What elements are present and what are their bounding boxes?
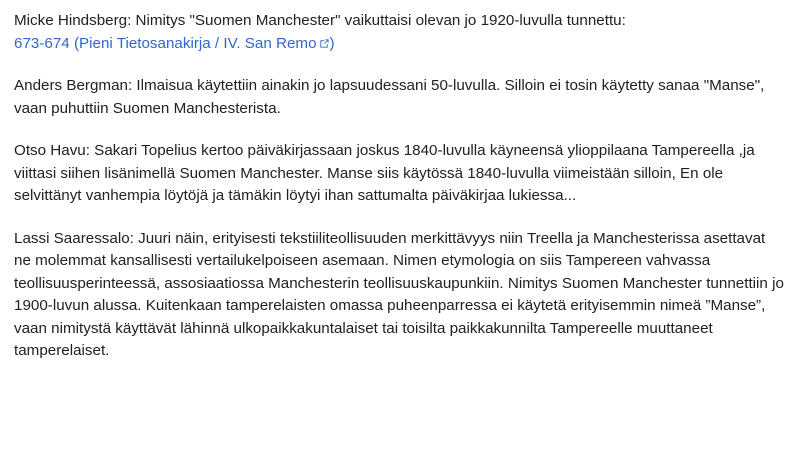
paragraph-saaressalo: Lassi Saaressalo: Juuri näin, erityisesti tekstiiliteollisuuden merkittävyys niin Treella ja Manchesterissa asettavat ne molemmat kansallisesti vertailukelpoiseen asemaan. Nimen etymologia on siis Tampereen vahvassa teollisuusperinteessä, assosiaatiossa Manchesterin teollisuuskaupunkiin. Nimitys Suomen Manchester tunnettiin jo 1900-luvun alussa. Kuitenkaan tamperelaisten omassa puheenparressa ei käytetä erityisemmin nimeä ”Manse”, vaan nimitystä käyttävät lähinnä ulkopaikkakuntalaiset tai toisilta paikkakunnilta Tampereelle muuttaneet tamperelaiset. xyxy=(14,229,784,359)
paragraph-havu: Otso Havu: Sakari Topelius kertoo päiväkirjassaan joskus 1840-luvulla käyneensä ylioppilaana Tampereella ,ja viittasi siihen lisänimellä Suomen Manchester. Manse siis käytössä 1840-luvulla viimeistään silloin, En ole selvittänyt vanhempia löytöjä ja tämäkin löytyi ihan sattumalta päiväkirjaa lukiessa... xyxy=(14,142,755,204)
citation-link[interactable]: 673-674 (Pieni Tietosanakirja / IV. San Remo xyxy=(14,34,317,52)
citation-line xyxy=(14,35,335,52)
citation-paren-close: ) xyxy=(329,34,335,52)
paragraph-hindsberg xyxy=(14,10,786,55)
paragraph-bergman: Anders Bergman: Ilmaisua käytettiin ainakin jo lapsuudessani 50-luvulla. Silloin ei tosin käytetty sanaa "Manse", vaan puhuttiin Suomen Manchesterista. xyxy=(14,77,765,117)
external-link-icon xyxy=(319,38,330,49)
paragraph-text: Micke Hindsberg: Nimitys "Suomen Manchester" vaikuttaisi olevan jo 1920-luvulla tunnettu: xyxy=(14,12,626,29)
